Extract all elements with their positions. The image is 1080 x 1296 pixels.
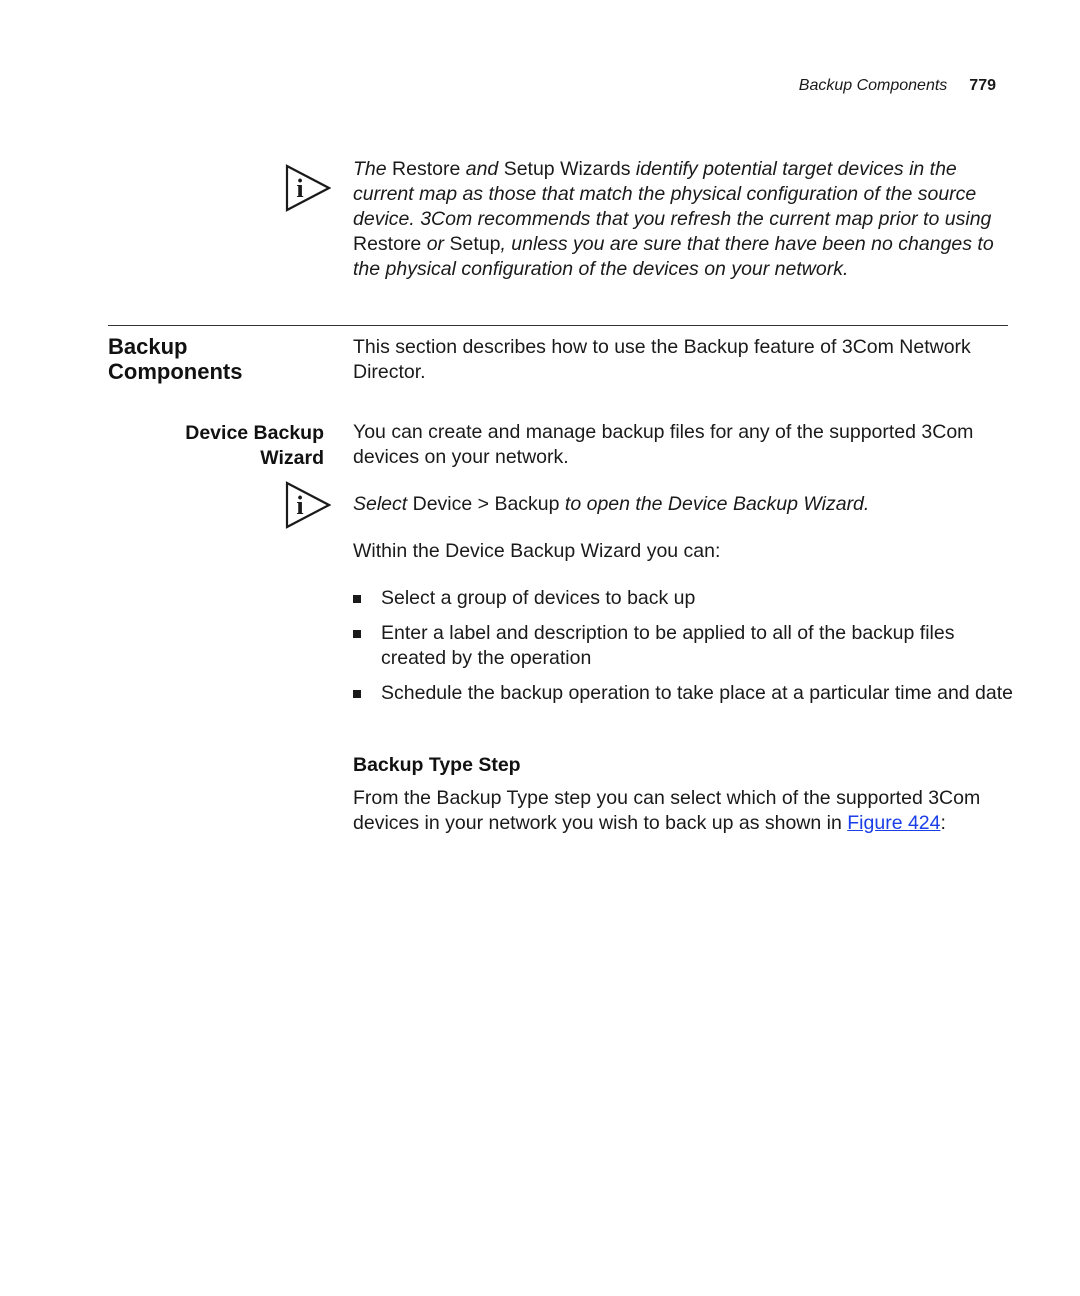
section-divider [108, 325, 1008, 326]
bullet-icon [353, 690, 361, 698]
wizard-capabilities-intro [353, 539, 1013, 564]
subsection-heading-line: Wizard [260, 447, 324, 469]
list-item-text: Select a group of devices to back up [381, 587, 696, 609]
figure-424-link[interactable]: Figure 424 [847, 812, 941, 834]
list-item [353, 621, 1013, 671]
note-term-restore: Restore [353, 233, 422, 255]
svg-text:i: i [296, 491, 304, 520]
info-icon [285, 481, 331, 529]
note-term-setup-wizards: Setup Wizards [503, 158, 631, 180]
list-item [353, 586, 1013, 611]
subsection-heading [185, 421, 324, 471]
section-heading-line: Backup [108, 334, 188, 359]
list-item-text: Enter a label and description to be applied to all of the backup files created by the operation [381, 622, 955, 669]
section-intro [353, 335, 1013, 385]
note-term-setup: Setup [449, 233, 501, 255]
bullet-icon [353, 630, 361, 638]
section-intro-text: This section describes how to use the Backup feature of 3Com Network Director. [353, 336, 971, 383]
running-head-title: Backup Components [798, 77, 948, 94]
wizard-capabilities-text: Within the Device Backup Wizard you can: [353, 540, 721, 562]
note-text: , unless you are sure that there have been no changes to the physical configuration of the devices on your network. [353, 233, 994, 280]
note-menu-path: Device > Backup [407, 493, 565, 515]
backup-type-paragraph [353, 786, 1013, 836]
note-text: The [353, 158, 393, 180]
note-text: Select [353, 493, 408, 515]
backup-type-text-end: : [940, 812, 946, 834]
note-text: to open the Device Backup Wizard. [564, 493, 870, 515]
note-select-device-backup [353, 492, 1013, 517]
list-item [353, 681, 1013, 706]
wizard-capabilities-list [353, 586, 1013, 716]
list-item-text: Schedule the backup operation to take place at a particular time and date [381, 682, 1013, 704]
section-heading-line: Components [108, 359, 243, 384]
section-heading [108, 334, 242, 384]
note-text: and [460, 158, 504, 180]
backup-type-step-heading: Backup Type Step [353, 754, 521, 776]
running-head [799, 77, 996, 95]
backup-type-text: From the Backup Type step you can select which of the supported 3Com devices in your network you wish to back up as shown in [353, 787, 981, 834]
note-term-restore: Restore [392, 158, 461, 180]
svg-text:i: i [296, 174, 304, 203]
subsection-intro-text: You can create and manage backup files for any of the supported 3Com devices on your network. [353, 421, 974, 468]
note-restore-setup [353, 157, 1013, 282]
subsection-intro [353, 420, 1013, 470]
note-text: identify potential target devices in the current map as those that match the physical configuration of the source device. 3Com recommends that you refresh the current map prior to using [353, 158, 992, 230]
info-icon [285, 164, 331, 212]
subsection-heading-line: Device Backup [185, 422, 324, 444]
page-number: 779 [969, 77, 996, 94]
note-text: or [421, 233, 450, 255]
bullet-icon [353, 595, 361, 603]
